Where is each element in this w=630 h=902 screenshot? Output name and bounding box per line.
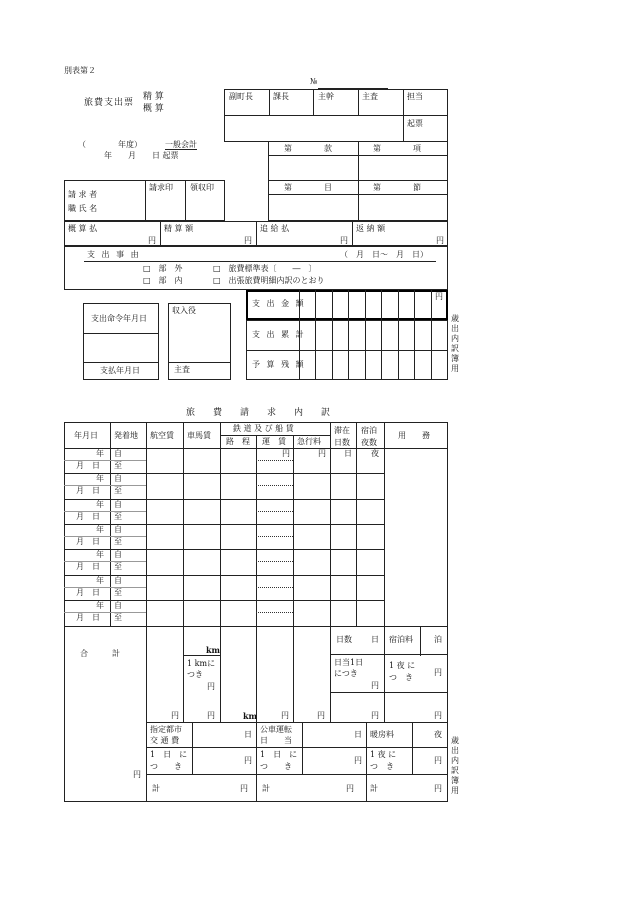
yen-unit: 円 <box>340 236 348 245</box>
lodging-fee-label: 宿泊料 <box>389 635 413 644</box>
number-label: № <box>310 77 318 86</box>
col-lodging-nights: 宿泊夜数 <box>361 426 377 447</box>
sum-label: 計 <box>262 784 270 793</box>
draft-date: 年 月 日 起票 <box>104 151 179 160</box>
payment-date-label: 支払年月日 <box>100 366 140 375</box>
row-from: 自 <box>114 576 122 585</box>
budget-item: 第 項 <box>373 144 421 153</box>
checkbox-outside[interactable]: □ 部 外 <box>143 264 183 273</box>
additional-payment-label: 追 給 払 <box>260 224 290 233</box>
night-unit: 夜 <box>371 449 379 458</box>
row-from: 自 <box>114 474 122 483</box>
budget-balance-label: 予 算 残 額 <box>252 360 306 369</box>
city-transport-label: 指定都市 <box>150 725 182 734</box>
official-car-label: 公車運転 <box>260 725 292 734</box>
col-distance: 路 程 <box>226 437 250 446</box>
side-note-ledger: 歳出内訳簿用 <box>451 314 459 373</box>
appendix-label: 別表第２ <box>64 66 96 75</box>
row-to: 至 <box>114 486 122 495</box>
yen-unit: 円 <box>371 681 379 690</box>
yen-unit: 円 <box>240 784 248 793</box>
night-unit: 夜 <box>434 730 442 739</box>
row-to: 至 <box>114 461 122 470</box>
receiver-label: 収入役 <box>172 306 196 315</box>
per-km-label2: つき <box>187 670 203 679</box>
settlement-amount-label: 精 算 額 <box>164 224 194 233</box>
approval-drafter: 起票 <box>407 119 423 128</box>
per-day-label2: つ き <box>150 762 182 771</box>
checkbox-standard-table[interactable]: □ 旅費標準表〔 ― 〕 <box>213 264 317 273</box>
row-month-day: 月 日 <box>76 562 100 571</box>
yen-unit: 円 <box>148 236 156 245</box>
city-transport-label2: 交 通 費 <box>150 736 180 745</box>
row-year: 年 <box>96 500 104 509</box>
row-from: 自 <box>114 601 122 610</box>
row-year: 年 <box>96 525 104 534</box>
expenditure-cumulative-label: 支 出 累 計 <box>252 330 306 339</box>
yen-unit: 円 <box>282 449 290 458</box>
row-to: 至 <box>114 588 122 597</box>
general-account: 一般会計 <box>165 140 197 149</box>
row-from: 自 <box>114 550 122 559</box>
yen-unit: 円 <box>434 668 442 677</box>
order-date-label: 支出命令年月日 <box>91 314 147 323</box>
per-day-label: 1 日 に <box>260 750 298 759</box>
yen-unit: 円 <box>244 236 252 245</box>
yen-unit: 円 <box>207 682 215 691</box>
side-note-ledger: 歳出内訳簿用 <box>451 736 459 795</box>
heating-label: 暖房料 <box>370 730 394 739</box>
reason-period: （ 月 日～ 月 日） <box>340 250 428 259</box>
per-night-label: 1 夜 に <box>370 750 397 759</box>
claimant-name-label: 職 氏 名 <box>68 204 98 213</box>
title-option-settlement: 精 算 <box>143 92 164 102</box>
col-purpose: 用 務 <box>398 431 430 440</box>
day-unit: 日 <box>371 635 379 644</box>
yen-unit: 円 <box>434 711 442 720</box>
per-night-label2: つ き <box>389 673 413 682</box>
approval-deputy-mayor: 副町長 <box>229 92 253 101</box>
per-label: につき <box>334 669 358 678</box>
yen-unit: 円 <box>281 711 289 720</box>
checkbox-inside[interactable]: □ 部 内 <box>143 276 183 285</box>
day-unit: 日 <box>354 730 362 739</box>
row-to: 至 <box>114 613 122 622</box>
expenditure-amount-label: 支 出 金 額 <box>252 299 306 308</box>
detail-title: 旅 費 請 求 内 訳 <box>186 408 331 418</box>
estimate-payment-label: 概 算 払 <box>68 224 98 233</box>
col-express: 急行料 <box>297 437 321 446</box>
claimant-label: 請 求 者 <box>68 190 98 199</box>
yen-unit: 円 <box>354 756 362 765</box>
yen-unit: 円 <box>207 711 215 720</box>
budget-category: 第 目 <box>284 183 332 192</box>
col-stay-days: 滞在日数 <box>334 426 350 447</box>
row-to: 至 <box>114 537 122 546</box>
official-car-label2: 日 当 <box>260 736 292 745</box>
checkbox-breakdown[interactable]: □ 出張旅費明細内訳のとおり <box>213 276 325 285</box>
form-title: 旅費支出票 <box>84 98 135 108</box>
total-label: 合 計 <box>80 649 120 658</box>
yen-unit: 円 <box>371 711 379 720</box>
yen-unit: 円 <box>171 711 179 720</box>
yen-unit: 円 <box>346 784 354 793</box>
title-option-estimate: 概 算 <box>143 104 164 114</box>
row-year: 年 <box>96 576 104 585</box>
row-month-day: 月 日 <box>76 486 100 495</box>
row-month-day: 月 日 <box>76 588 100 597</box>
row-month-day: 月 日 <box>76 537 100 546</box>
approval-inspector: 主査 <box>362 92 378 101</box>
day-unit: 日 <box>244 730 252 739</box>
col-fare: 運 賃 <box>262 437 286 446</box>
per-night-label2: つ き <box>370 762 394 771</box>
row-to: 至 <box>114 512 122 521</box>
km-unit: km <box>206 645 221 655</box>
night-count-unit: 泊 <box>434 635 442 644</box>
sum-label: 計 <box>370 784 378 793</box>
receipt-seal-label: 領収印 <box>190 183 214 192</box>
col-airfare: 航空賃 <box>150 431 174 440</box>
budget-subsection: 第 節 <box>373 183 421 192</box>
row-to: 至 <box>114 562 122 571</box>
daily-allowance-label: 日当1日 <box>334 658 364 667</box>
row-year: 年 <box>96 449 104 458</box>
yen-unit: 円 <box>435 292 443 301</box>
per-day-label2: つ き <box>260 762 292 771</box>
row-month-day: 月 日 <box>76 461 100 470</box>
col-rail-ship: 鉄 道 及 び 船 賃 <box>233 424 294 433</box>
col-carfare: 車馬賃 <box>187 431 211 440</box>
per-day-label: 1 日 に <box>150 750 188 759</box>
row-month-day: 月 日 <box>76 613 100 622</box>
approval-in-charge: 担当 <box>407 92 423 101</box>
row-year: 年 <box>96 474 104 483</box>
per-night-label: 1 夜 に <box>389 661 416 670</box>
yen-unit: 円 <box>434 756 442 765</box>
approval-section-chief: 課長 <box>273 92 289 101</box>
day-unit: 日 <box>344 449 352 458</box>
approval-senior-staff: 主幹 <box>318 92 334 101</box>
km-unit: km <box>243 711 258 721</box>
col-place: 発着地 <box>114 431 138 440</box>
row-year: 年 <box>96 550 104 559</box>
yen-unit: 円 <box>436 236 444 245</box>
reason-label: 支 出 事 由 <box>87 250 141 259</box>
col-date: 年月日 <box>74 431 98 440</box>
yen-unit: 円 <box>434 784 442 793</box>
row-from: 自 <box>114 449 122 458</box>
per-km-label: 1 kmに <box>187 659 216 668</box>
refund-amount-label: 返 納 額 <box>356 224 386 233</box>
budget-section: 第 款 <box>284 144 332 153</box>
claim-seal-label: 請求印 <box>149 183 173 192</box>
yen-unit: 円 <box>318 449 326 458</box>
row-from: 自 <box>114 525 122 534</box>
row-year: 年 <box>96 601 104 610</box>
row-month-day: 月 日 <box>76 512 100 521</box>
yen-unit: 円 <box>244 756 252 765</box>
row-from: 自 <box>114 500 122 509</box>
chief-label: 主査 <box>174 365 190 374</box>
yen-unit: 円 <box>133 770 141 779</box>
sum-label: 計 <box>152 784 160 793</box>
fiscal-year: （ 年度） <box>78 140 142 149</box>
yen-unit: 円 <box>317 711 325 720</box>
days-label: 日数 <box>336 635 352 644</box>
